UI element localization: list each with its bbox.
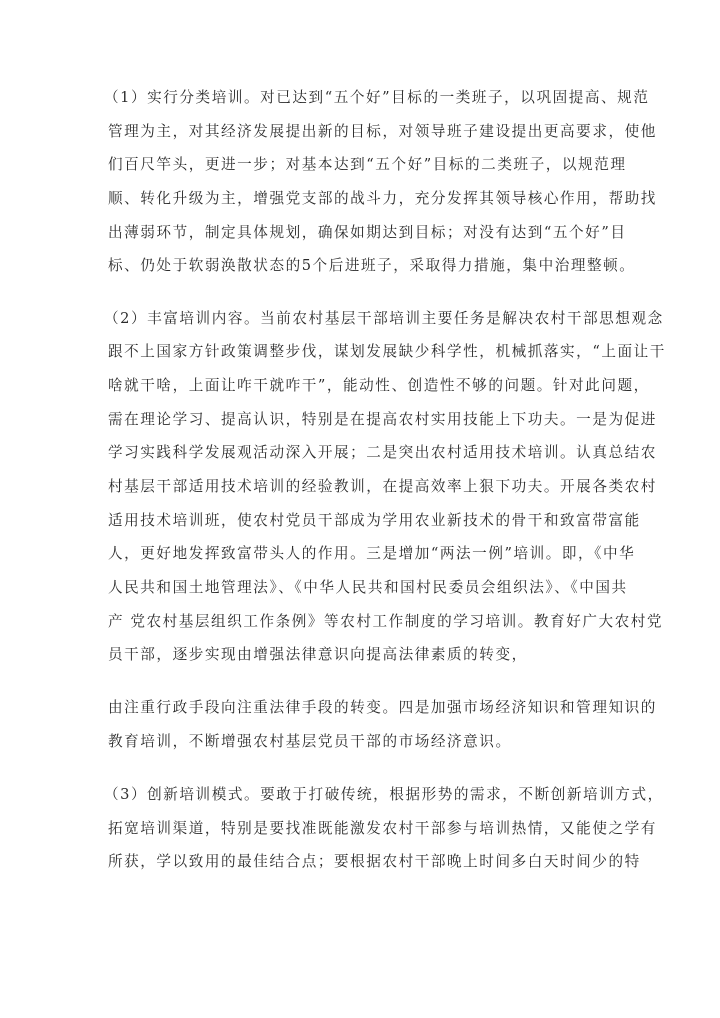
text-line: 所获，学以致用的最佳结合点；要根据农村干部晚上时间多白天时间少的特 xyxy=(108,853,641,870)
text-line: 村基层干部适用技术培训的经验教训，在提高效率上狠下功夫。开展各类农村 xyxy=(108,478,657,495)
text-line: 啥就干啥，上面让咋干就咋干”，能动性、创造性不够的问题。针对此问题， xyxy=(108,377,650,394)
text-line: 拓宽培训渠道，特别是要找准既能激发农村干部参与培训热情，又能使之学有 xyxy=(108,820,657,837)
text-line: 们百尺竿头，更进一步；对基本达到“五个好”目标的二类班子，以规范理 xyxy=(108,156,627,173)
text-line: 员干部，逐步实现由增强法律意识向提高法律素质的转变， xyxy=(108,646,528,663)
text-line: 教育培训，不断增强农村基层党员干部的市场经济意识。 xyxy=(108,733,512,750)
text-line: 需在理论学习、提高认识，特别是在提高农村实用技能上下功夫。一是为促进 xyxy=(108,411,657,428)
text-line: （1）实行分类培训。对已达到“五个好”目标的一类班子，以巩固提高、规范 xyxy=(104,89,650,106)
text-line: 人民共和国土地管理法》、《中华人民共和国村民委员会组织法》、《中国共 xyxy=(108,579,628,596)
text-line: 学习实践科学发展观活动深入开展；二是突出农村适用技术培训。认真总结农 xyxy=(108,444,657,461)
text-line: 跟不上国家方针政策调整步伐，谋划发展缺少科学性，机械抓落实，“上面让干 xyxy=(108,343,666,360)
text-line: 人，更好地发挥致富带头人的作用。三是增加“两法一例”培训。即，《中华 xyxy=(108,545,636,562)
text-line: 管理为主，对其经济发展提出新的目标，对领导班子建设提出更高要求，使他 xyxy=(108,123,657,140)
text-line: 标、仍处于软弱涣散状态的5个后进班子，采取得力措施，集中治理整顿。 xyxy=(108,257,636,274)
text-line: 出薄弱环节，制定具体规划，确保如期达到目标；对没有达到“五个好”目 xyxy=(108,224,627,241)
text-line: 产 党农村基层组织工作条例》等农村工作制度的学习培训。教育好广大农村党 xyxy=(108,613,664,630)
text-line: 适用技术培训班，使农村党员干部成为学用农业新技术的骨干和致富带富能 xyxy=(108,512,641,529)
text-line: （3）创新培训模式。要敢于打破传统，根据形势的需求，不断创新培训方式， xyxy=(104,786,664,803)
text-line: 顺、转化升级为主，增强党支部的战斗力，充分发挥其领导核心作用，帮助找 xyxy=(108,190,657,207)
text-line: （2）丰富培训内容。当前农村基层干部培训主要任务是解决农村干部思想观念 xyxy=(104,310,664,327)
text-line: 由注重行政手段向注重法律手段的转变。四是加强市场经济知识和管理知识的 xyxy=(108,699,657,716)
